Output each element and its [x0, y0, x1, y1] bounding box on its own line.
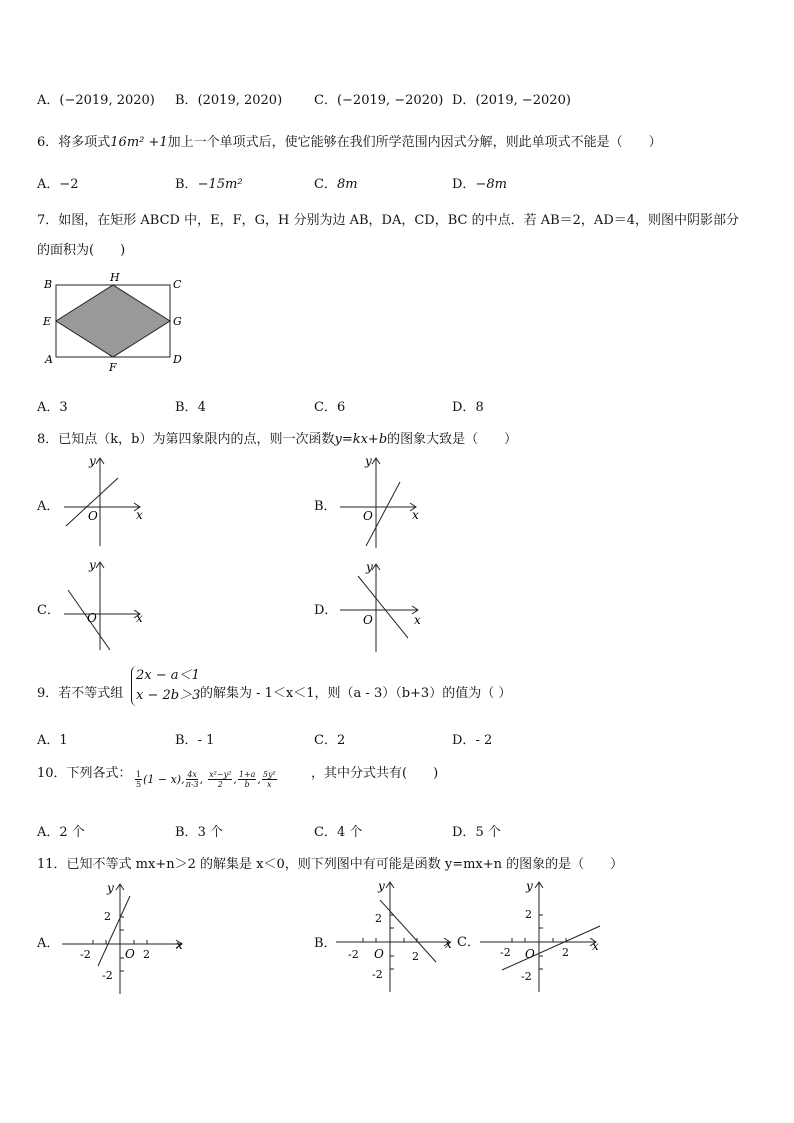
q9-option-c: C．2: [314, 733, 346, 748]
axis-x-label: x: [136, 508, 143, 522]
q7-option-a: A．3: [37, 400, 68, 415]
axis-y-label: y: [89, 558, 96, 572]
q11-option-c-label: C．: [457, 935, 480, 950]
q7-option-c: C．6: [314, 400, 346, 415]
origin-label: O: [125, 947, 135, 961]
axis-x-label: x: [412, 508, 419, 522]
label-h: H: [110, 271, 120, 284]
q11-option-a-label: A．: [37, 936, 60, 951]
origin-label: O: [363, 509, 373, 523]
frac-1-tail: (1 − x),: [143, 773, 185, 786]
q9-option-b: B．- 1: [175, 733, 215, 748]
q8-option-a-label: A．: [37, 499, 60, 514]
tick-label-y-2: 2: [375, 912, 382, 925]
q7-stem-line1: 7．如图，在矩形 ABCD 中，E，F，G，H 分别为边 AB，DA，CD，BC 的中点．若 AB＝2，AD＝4，则图中阴影部分: [37, 213, 740, 228]
q10-stem-a: 10．下列各式：: [37, 766, 132, 781]
frac-3: $\frac{\text{x²−y²}}{2}$: [209, 770, 232, 789]
label-f: F: [109, 361, 117, 374]
q8-graph-a: [60, 452, 150, 548]
q9-option-d: D．- 2: [452, 733, 493, 748]
q11-graph-c: [478, 876, 604, 994]
label-b: B: [44, 278, 53, 291]
label-g: G: [173, 315, 182, 328]
q10-option-b: B．3 个: [175, 825, 223, 840]
axis-x-label: x: [445, 937, 452, 951]
q5-option-a: A．(−2019, 2020): [37, 93, 155, 108]
q10-expressions: $\frac{1}{5}$ (1 − x), $\frac{4x}{\pi-3}$ , $\frac{\text{x²−y²}}{2}$ , $\frac{1+a}{b}$ , $\frac{\text{5y²}}{x}$: [136, 770, 276, 789]
tick-label-y-2: 2: [525, 908, 532, 921]
q7-option-b: B．4: [175, 400, 206, 415]
q9-stem-a: 9．若不等式组: [37, 686, 124, 701]
q5-option-c: C．(−2019, −2020): [314, 93, 444, 108]
q5-option-d: D．(2019, −2020): [452, 93, 571, 108]
q9-inequality-system: [131, 666, 200, 706]
q11-graph-a: [60, 878, 190, 996]
q8-option-b-label: B．: [314, 499, 337, 514]
q8-stem: 8．已知点（k，b）为第四象限内的点，则一次函数y=kx+b的图象大致是（ ）: [37, 432, 518, 447]
axis-x-label: x: [136, 611, 143, 625]
q7-option-d: D．8: [452, 400, 484, 415]
q9-option-a: A．1: [37, 733, 68, 748]
q10-option-c: C．4 个: [314, 825, 363, 840]
q6-option-b: B．−15m²: [175, 177, 243, 192]
q11-option-b-label: B．: [314, 936, 337, 951]
label-c: C: [173, 278, 182, 291]
axis-y-label: y: [378, 879, 385, 893]
shaded-rhombus: [56, 285, 170, 357]
tick-label-y-minus-2: -2: [521, 970, 532, 983]
axis-x-label: x: [176, 938, 183, 952]
label-e: E: [43, 315, 52, 328]
q6-option-d: D．−8m: [452, 177, 507, 192]
tick-label-y-minus-2: -2: [102, 969, 113, 982]
axis-y-label: y: [365, 454, 372, 468]
frac-5: $\frac{\text{5y²}}{x}$: [262, 770, 276, 789]
origin-label: O: [363, 613, 373, 627]
q10-stem-b: ，其中分式共有( ): [311, 766, 439, 781]
tick-label-x-2: 2: [412, 950, 419, 963]
q8-graph-d: [336, 558, 426, 654]
tick-label-x-minus-2: -2: [348, 948, 359, 961]
q8-option-d-label: D．: [314, 603, 338, 618]
q9-inequality-1: 2x − a＜1: [136, 668, 200, 683]
tick-label-x-2: 2: [143, 948, 150, 961]
tick-label-y-2: 2: [104, 910, 111, 923]
q8-option-c-label: C．: [37, 603, 60, 618]
frac-1: $\frac{1}{5}$: [136, 770, 142, 789]
axis-x-label: x: [592, 939, 599, 953]
q10-option-a: A．2 个: [37, 825, 85, 840]
q6-option-c: C．8m: [314, 177, 358, 192]
origin-label: O: [374, 947, 384, 961]
axis-x-label: x: [414, 613, 421, 627]
q6-stem: 6．将多项式16m² +1加上一个单项式后，使它能够在我们所学范围内因式分解，则此单项式不能是（ ）: [37, 135, 662, 150]
q9-stem-b: 的解集为 - 1＜x＜1，则（a - 3）（b+3）的值为（ ）: [200, 686, 512, 701]
label-d: D: [173, 353, 182, 366]
tick-label-x-minus-2: -2: [500, 946, 511, 959]
tick-label-x-minus-2: -2: [80, 948, 91, 961]
q6-option-a: A．−2: [37, 177, 79, 192]
axis-y-label: y: [107, 881, 114, 895]
label-a: A: [45, 353, 53, 366]
axis-y-label: y: [89, 454, 96, 468]
tick-label-x-2: 2: [562, 946, 569, 959]
q11-graph-b: [334, 876, 458, 994]
origin-label: O: [87, 611, 97, 625]
q5-option-b: B．(2019, 2020): [175, 93, 283, 108]
frac-4: $\frac{1+a}{b}$: [238, 770, 256, 789]
tick-label-y-minus-2: -2: [372, 968, 383, 981]
q7-rectangle-figure: [38, 270, 198, 374]
q9-inequality-2: x − 2b＞3: [136, 688, 201, 703]
q8-graph-c: [60, 556, 150, 652]
q11-stem: 11．已知不等式 mx+n＞2 的解集是 x＜0，则下列图中有可能是函数 y=mx+n 的图象的是（ ）: [37, 857, 624, 872]
axis-y-label: y: [526, 879, 533, 893]
frac-2: $\frac{4x}{\pi-3}$: [185, 770, 199, 789]
axis-y-label: y: [366, 560, 373, 574]
q10-option-d: D．5 个: [452, 825, 501, 840]
q7-stem-line2: 的面积为( ): [37, 243, 126, 258]
origin-label: O: [525, 947, 535, 961]
origin-label: O: [88, 509, 98, 523]
q8-graph-b: [336, 452, 426, 550]
